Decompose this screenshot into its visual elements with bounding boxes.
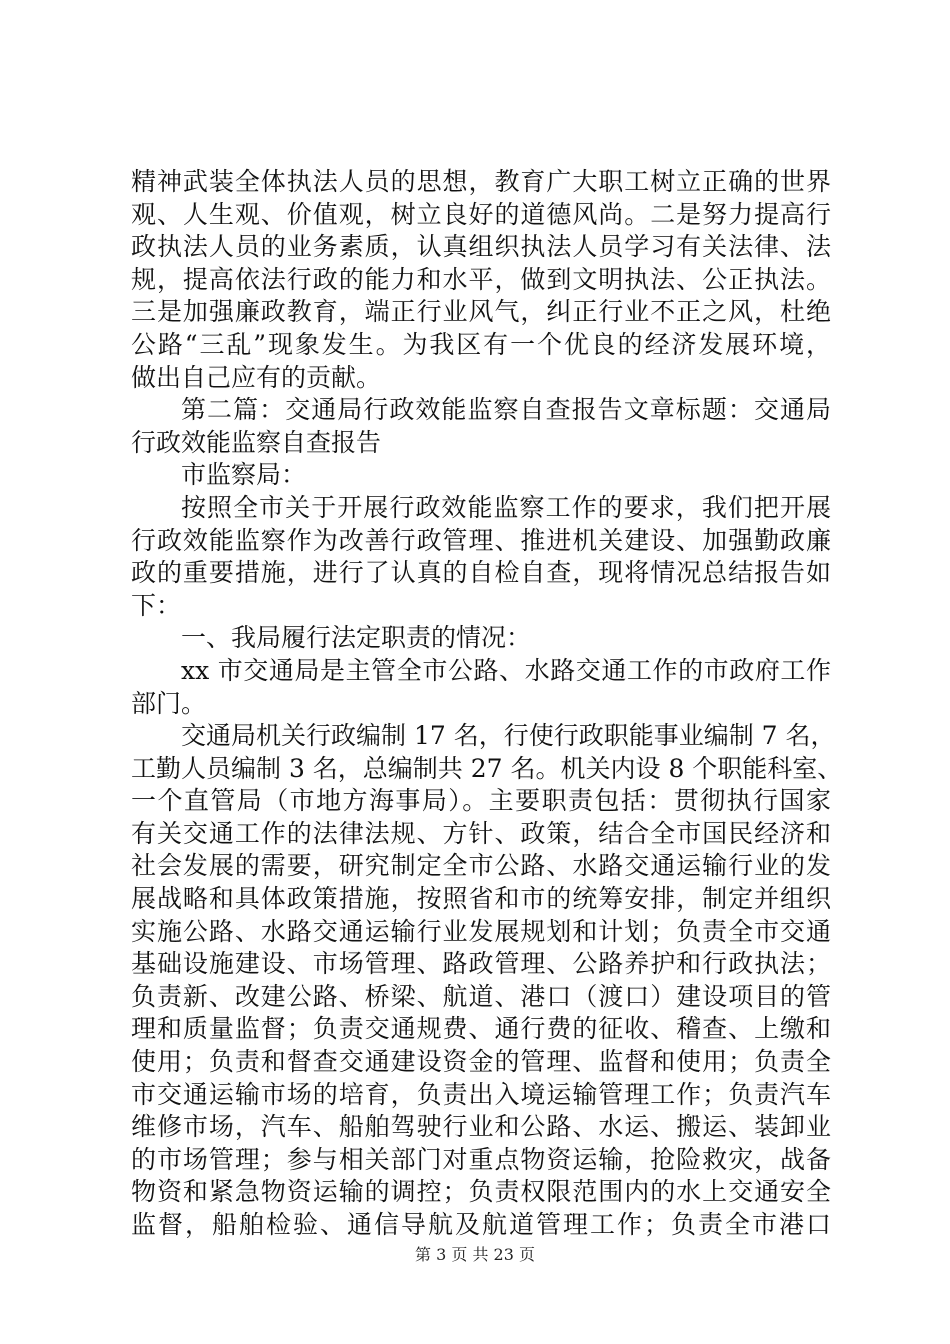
text-line: 部门。 — [131, 688, 207, 718]
text-line: 负责新、改建公路、桥梁、航道、港口（渡口）建设项目的管 — [131, 981, 831, 1011]
text-line: 的市场管理；参与相关部门对重点物资运输，抢险救灾，战备 — [131, 1144, 831, 1174]
text-line: 社会发展的需要，研究制定全市公路、水路交通运输行业的发 — [131, 851, 831, 881]
text-line: 市交通运输市场的培育，负责出入境运输管理工作；负责汽车 — [131, 1079, 831, 1109]
text-line: 工勤人员编制 3 名，总编制共 27 名。机关内设 8 个职能科室、 — [131, 753, 843, 783]
text-line: 使用；负责和督查交通建设资金的管理、监督和使用；负责全 — [131, 1047, 831, 1077]
text-line: 监督，船舶检验、通信导航及航道管理工作；负责全市港口 — [131, 1210, 831, 1239]
text-line: 行政效能监察自查报告 — [131, 427, 382, 457]
text-line: 第二篇：交通局行政效能监察自查报告文章标题：交通局 — [181, 395, 831, 425]
text-line: 公路“三乱”现象发生。为我区有一个优良的经济发展环境， — [131, 329, 831, 359]
text-line: 规，提高依法行政的能力和水平，做到文明执法、公正执法。 — [131, 264, 831, 294]
text-line: xx 市交通局是主管全市公路、水路交通工作的市政府工作 — [181, 655, 831, 685]
text-line: 实施公路、水路交通运输行业发展规划和计划；负责全市交通 — [131, 916, 831, 946]
text-line: 下： — [131, 590, 182, 620]
text-line: 按照全市关于开展行政效能监察工作的要求，我们把开展 — [181, 492, 831, 522]
text-line: 做出自己应有的贡献。 — [131, 362, 382, 392]
text-line: 市监察局： — [181, 460, 307, 490]
page-footer: 第 3 页 共 23 页 — [415, 1245, 535, 1264]
text-line: 理和质量监督；负责交通规费、通行费的征收、稽查、上缴和 — [131, 1014, 831, 1044]
text-line: 展战略和具体政策措施，按照省和市的统筹安排，制定并组织 — [131, 884, 831, 914]
text-line: 行政效能监察作为改善行政管理、推进机关建设、加强勤政廉 — [131, 525, 831, 555]
text-line: 一个直管局（市地方海事局）。主要职责包括：贯彻执行国家 — [131, 786, 831, 816]
text-line: 观、人生观、价值观，树立良好的道德风尚。二是努力提高行 — [131, 199, 831, 229]
text-line: 基础设施建设、市场管理、路政管理、公路养护和行政执法； — [131, 949, 831, 979]
text-line: 精神武装全体执法人员的思想，教育广大职工树立正确的世界 — [131, 167, 831, 196]
text-line: 有关交通工作的法律法规、方针、政策，结合全市国民经济和 — [131, 818, 831, 848]
text-line: 三是加强廉政教育，端正行业风气，纠正行业不正之风，杜绝 — [131, 297, 831, 327]
text-line: 维修市场，汽车、船舶驾驶行业和公路、水运、搬运、装卸业 — [131, 1112, 831, 1142]
text-line: 政执法人员的业务素质，认真组织执法人员学习有关法律、法 — [131, 232, 831, 262]
text-line: 物资和紧急物资运输的调控；负责权限范围内的水上交通安全 — [131, 1177, 831, 1207]
text-line: 交通局机关行政编制 17 名，行使行政职能事业编制 7 名， — [181, 721, 836, 751]
text-line: 一、我局履行法定职责的情况： — [181, 623, 532, 653]
text-line: 政的重要措施，进行了认真的自检自查，现将情况总结报告如 — [131, 558, 831, 588]
document-body — [131, 166, 843, 1242]
